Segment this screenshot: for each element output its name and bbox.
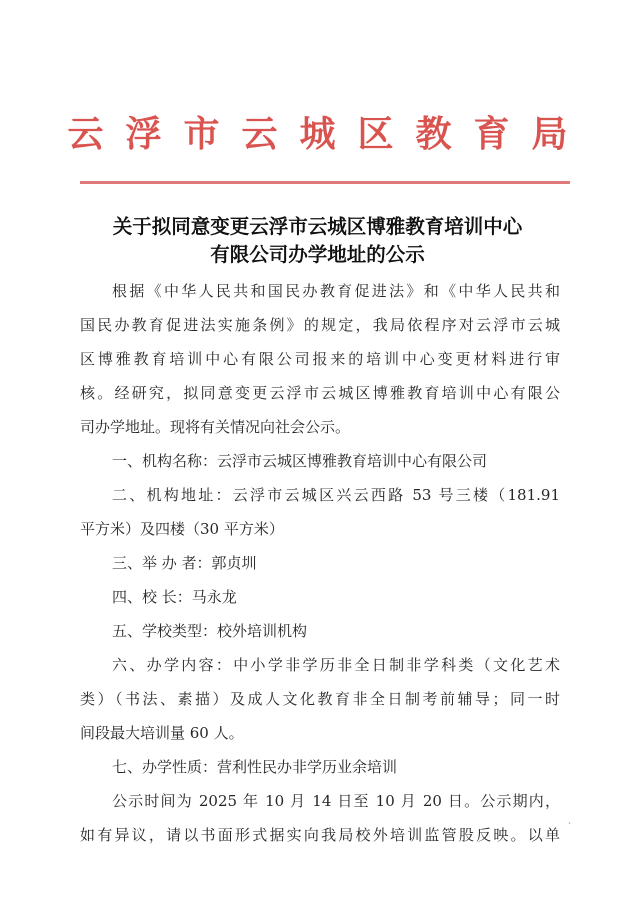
corner-mark: ˏ <box>568 815 571 825</box>
body-line-5: 司办学地址。现将有关情况向社会公示。 <box>80 418 351 436</box>
body-line-3: 区博雅教育培训中心有限公司报来的培训中心变更材料进行审 <box>80 350 560 368</box>
info-institution-address-cont: 平方米）及四楼（30 平方米） <box>80 520 284 538</box>
info-school-type: 五、学校类型：校外培训机构 <box>112 622 308 640</box>
info-institution-name: 一、机构名称：云浮市云城区博雅教育培训中心有限公司 <box>112 452 488 470</box>
body-line-4: 核。经研究，拟同意变更云浮市云城区博雅教育培训中心有限公 <box>80 384 560 402</box>
body-line-1: 根据《中华人民共和国民办教育促进法》和《中华人民共和 <box>112 282 560 300</box>
info-content-cont-1: 类）（书法、素描）及成人文化教育非全日制考前辅导；同一时 <box>80 690 560 708</box>
info-content: 六、办学内容：中小学非学历非全日制非学科类（文化艺术 <box>112 656 560 674</box>
info-sponsor: 三、举 办 者：郭贞圳 <box>112 554 257 572</box>
document-title-line-1: 关于拟同意变更云浮市云城区博雅教育培训中心 <box>112 215 523 238</box>
letterhead-red-rule <box>80 181 570 184</box>
info-principal: 四、校 长：马永龙 <box>112 588 237 606</box>
info-content-cont-2: 间段最大培训量 60 人。 <box>80 724 244 742</box>
letterhead-agency-name: 云浮市云城区教育局 <box>67 113 590 155</box>
notice-period-line-2: 如有异议，请以书面形式据实向我局校外培训监管股反映。以单 <box>80 826 560 844</box>
document-title-line-2: 有限公司办学地址的公示 <box>210 243 425 266</box>
body-line-2: 国民办教育促进法实施条例》的规定，我局依程序对云浮市云城 <box>80 316 560 334</box>
info-institution-address: 二、机构地址：云浮市云城区兴云西路 53 号三楼（181.91 <box>112 486 560 504</box>
info-nature: 七、办学性质：营利性民办非学历业余培训 <box>112 758 398 776</box>
notice-period-line-1: 公示时间为 2025 年 10 月 14 日至 10 月 20 日。公示期内， <box>112 792 560 810</box>
